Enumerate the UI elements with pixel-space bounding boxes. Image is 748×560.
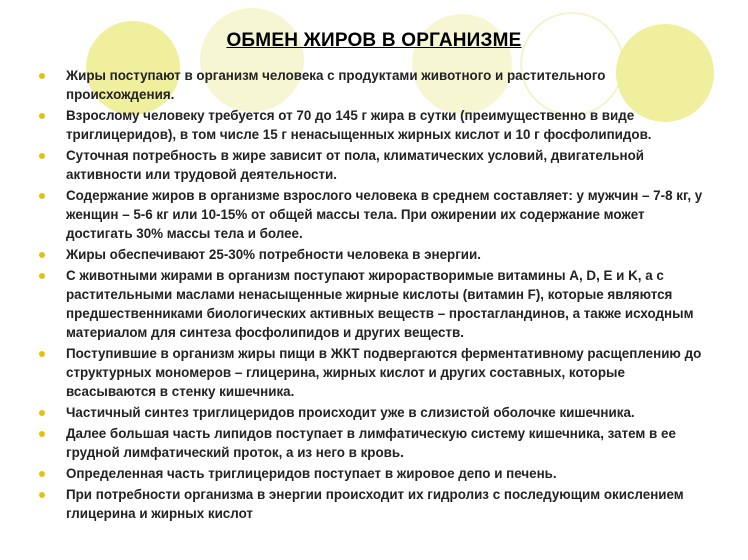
bullet-text: Содержание жиров в организме взрослого человека в среднем составляет: у мужчин – 7-8 кг, у женщин – 5-6 кг или 10-15% от общей массы тела. При ожирении их содержание может достигать 30% массы тела и более. — [66, 188, 703, 241]
bullet-text: При потребности организма в энергии происходит их гидролиз с последующим окислением глицерина и жирных кислот — [66, 487, 684, 521]
bullet-item — [36, 266, 712, 342]
bullet-dot-icon — [39, 252, 45, 258]
bullet-list — [36, 66, 712, 525]
bullet-dot-icon — [39, 431, 45, 437]
bullet-dot-icon — [39, 273, 45, 279]
bullet-text: Взрослому человеку требуется от 70 до 145 г жира в сутки (преимущественно в виде триглицеридов), в том числе 15 г ненасыщенных жирных кислот и 10 г фосфолипидов. — [66, 108, 652, 142]
bullet-item — [36, 245, 712, 264]
bullet-item — [36, 106, 712, 144]
bullet-text: Далее большая часть липидов поступает в лимфатическую систему кишечника, затем в ее грудной лимфатический проток, а из него в кровь. — [66, 426, 676, 460]
bullet-text: Частичный синтез триглицеридов происходит уже в слизистой оболочке кишечника. — [66, 405, 635, 420]
bullet-text: Определенная часть триглицеридов поступает в жировое депо и печень. — [66, 466, 557, 481]
bullet-item — [36, 485, 712, 523]
bullet-text: Суточная потребность в жире зависит от пола, климатических условий, двигательной активности или трудовой деятельности. — [66, 148, 645, 182]
bullet-dot-icon — [39, 193, 45, 199]
bullet-dot-icon — [39, 410, 45, 416]
bullet-item — [36, 344, 712, 401]
bullet-dot-icon — [39, 492, 45, 498]
bullet-text: С животными жирами в организм поступают жирорастворимые витамины A, D, E и K, а с растительными маслами ненасыщенные жирные кислоты (витамин F), которые являются предшественниками биологических активных веществ – простагландинов, а также исходным материалом для синтеза фосфолипидов и других веществ. — [66, 268, 694, 340]
bullet-item — [36, 66, 712, 104]
bullet-text: Жиры поступают в организм человека с продуктами животного и растительного происхождения. — [66, 68, 606, 102]
bullet-item — [36, 403, 712, 422]
bullet-dot-icon — [39, 471, 45, 477]
bullet-dot-icon — [39, 153, 45, 159]
bullet-item — [36, 424, 712, 462]
bullet-text: Жиры обеспечивают 25-30% потребности человека в энергии. — [66, 247, 481, 262]
bullet-dot-icon — [39, 113, 45, 119]
bullet-text: Поступившие в организм жиры пищи в ЖКТ подвергаются ферментативному расщеплению до структурных мономеров – глицерина, жирных кислот и других составных, которые всасываются в стенку кишечника. — [66, 346, 702, 399]
bullet-item — [36, 146, 712, 184]
bullet-item — [36, 464, 712, 483]
bullet-item — [36, 186, 712, 243]
bullet-dot-icon — [39, 73, 45, 79]
slide-title: ОБМЕН ЖИРОВ В ОРГАНИЗМЕ — [226, 30, 522, 51]
bullet-dot-icon — [39, 351, 45, 357]
